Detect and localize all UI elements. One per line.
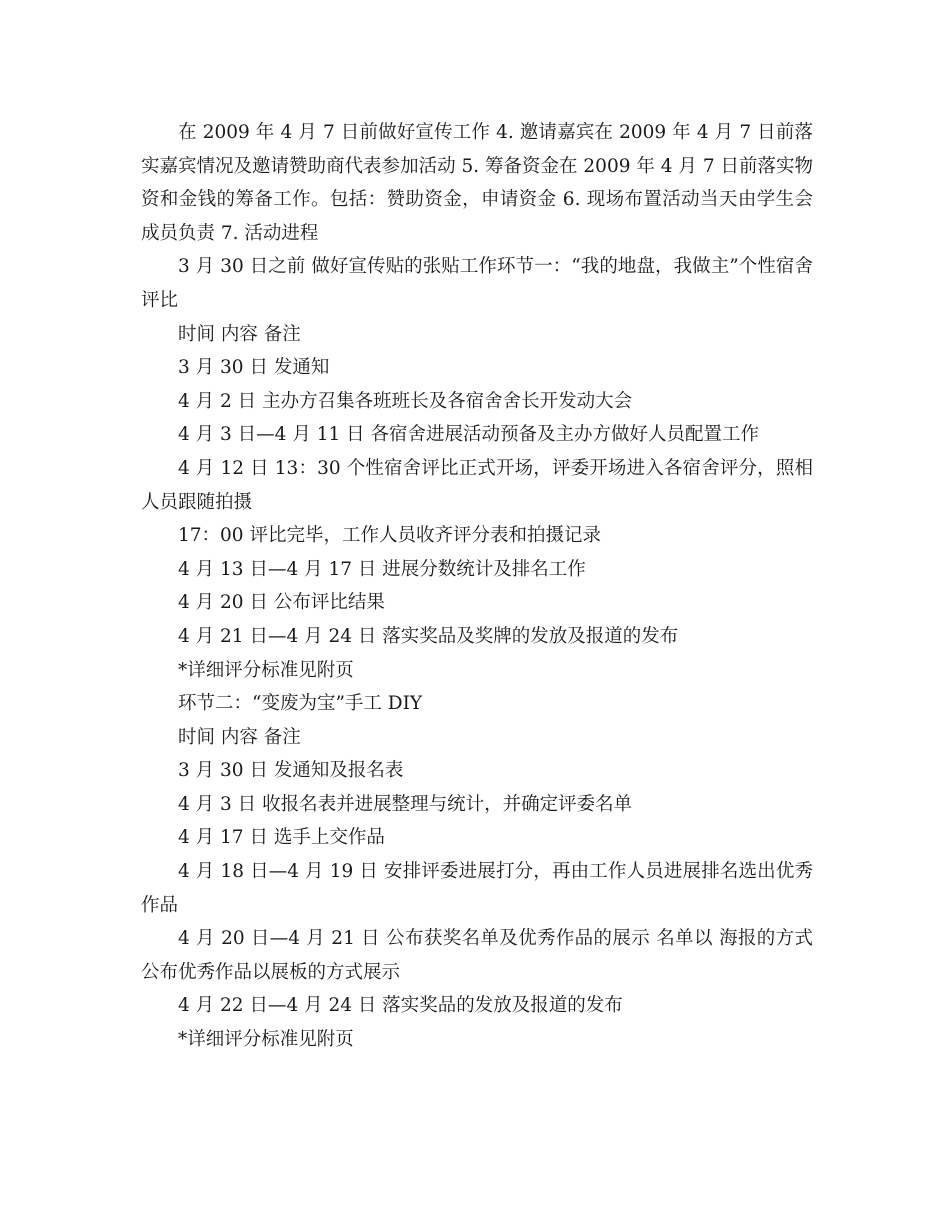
- schedule-item: 4 月 17 日 选手上交作品: [178, 827, 385, 849]
- schedule-item: 17：00 评比完毕，工作人员收齐评分表和拍摄记录: [178, 525, 601, 547]
- schedule-item: 4 月 3 日 收报名表并进展整理与统计，并确定评委名单: [178, 793, 633, 815]
- paragraph-publicity-and-funding: 在 2009 年 4 月 7 日前做好宣传工作 4. 邀请嘉宾在 2009 年 4 月 7 日前落实嘉宾情况及邀请赞助商代表参加活动 5. 筹备资金在 2009 年 4 月 7 日前落实物资和金钱的筹备工作。包括：赞助资金，申请资金 6. 现场布置活动当天由学生会成员负责 7. 活动进程: [141, 122, 813, 244]
- schedule-item: 4 月 2 日 主办方召集各班班长及各宿舍舍长开发动大会: [178, 390, 633, 412]
- schedule-item: 3 月 30 日 发通知: [178, 357, 330, 379]
- schedule-item: 4 月 18 日—4 月 19 日 安排评委进展打分，再由工作人员进展排名选出优秀作品: [141, 861, 813, 916]
- scoring-note: *详细评分标准见附页: [178, 1029, 354, 1051]
- paragraph-segment-one-intro: 3 月 30 日之前 做好宣传贴的张贴工作环节一：“我的地盘，我做主”个性宿舍评比: [141, 256, 813, 311]
- schedule-item: 4 月 13 日—4 月 17 日 进展分数统计及排名工作: [178, 558, 586, 580]
- schedule-item: 4 月 20 日—4 月 21 日 公布获奖名单及优秀作品的展示 名单以 海报的方式公布优秀作品以展板的方式展示: [141, 928, 813, 983]
- segment-two-title: 环节二：“变废为宝”手工 DIY: [178, 693, 423, 715]
- scoring-note: *详细评分标准见附页: [178, 659, 354, 681]
- schedule-item: 4 月 22 日—4 月 24 日 落实奖品的发放及报道的发布: [178, 995, 623, 1017]
- schedule-item: 4 月 21 日—4 月 24 日 落实奖品及奖牌的发放及报道的发布: [178, 625, 679, 647]
- schedule-item: 4 月 12 日 13：30 个性宿舍评比正式开场，评委开场进入各宿舍评分，照相人员跟随拍摄: [141, 457, 813, 513]
- schedule-item: 3 月 30 日 发通知及报名表: [178, 760, 404, 782]
- schedule-item: 4 月 20 日 公布评比结果: [178, 592, 385, 614]
- schedule-header-segment-two: 时间 内容 备注: [178, 726, 301, 748]
- document-body: [141, 116, 813, 1057]
- schedule-header-segment-one: 时间 内容 备注: [178, 323, 301, 345]
- schedule-item: 4 月 3 日—4 月 11 日 各宿舍进展活动预备及主办方做好人员配置工作: [178, 424, 760, 446]
